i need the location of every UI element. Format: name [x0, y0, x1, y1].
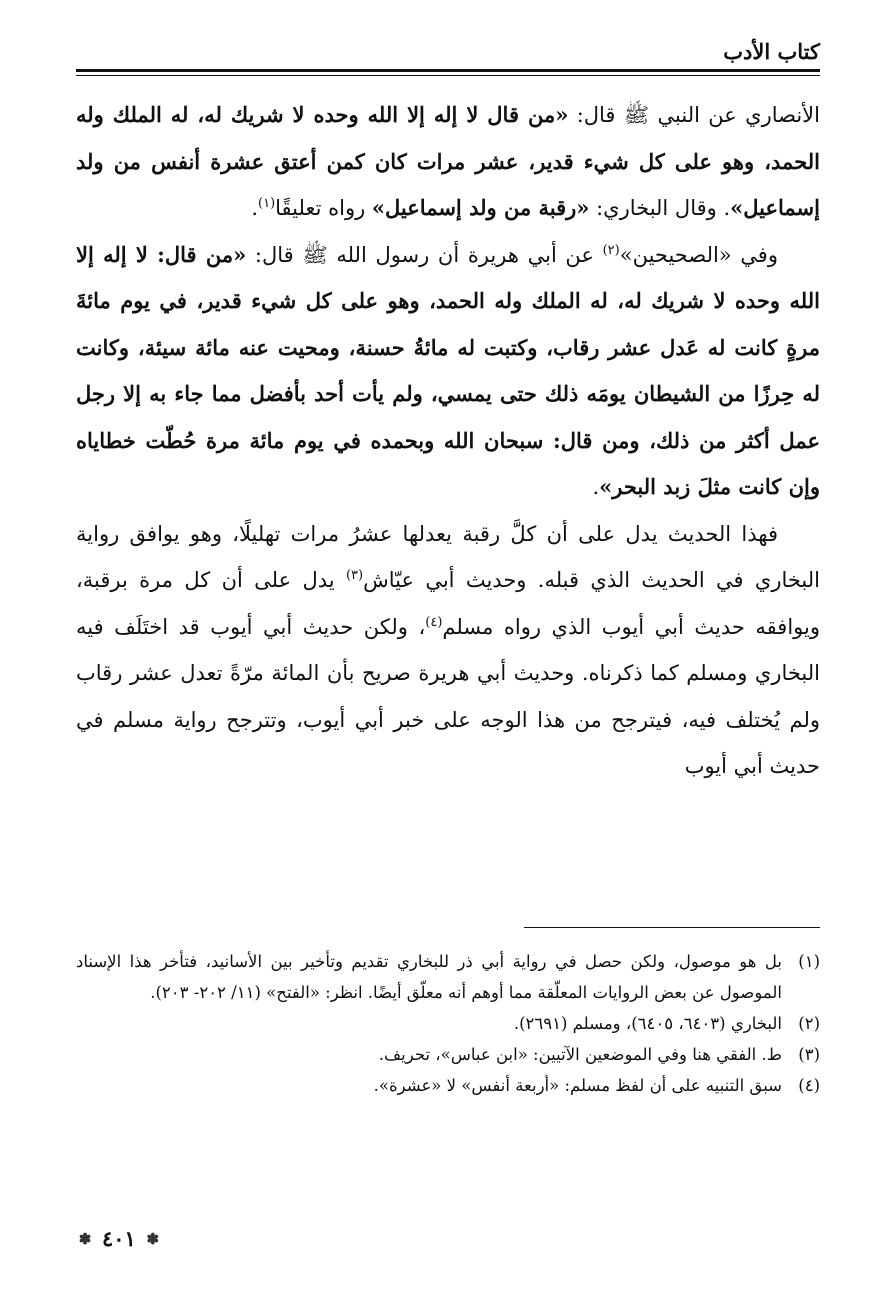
p1-text-4: .: [251, 196, 258, 220]
main-text: [76, 92, 820, 790]
p2-text-2: عن أبي هريرة أن رسول الله ﷺ قال:: [246, 242, 603, 267]
footnote-number: (٢): [798, 1014, 820, 1033]
footnote-text: البخاري (٦٤٠٣، ٦٤٠٥)، ومسلم (٢٦٩١).: [513, 1014, 782, 1033]
p1-text-3: رواه تعليقًا: [275, 196, 372, 220]
footnote-ref-2[interactable]: (٢): [602, 242, 620, 258]
header-rule-thick: [76, 69, 820, 72]
p3-text-1: فهذا الحديث يدل على أن كلَّ رقبة يعدلها عشرُ مرات تهليلًا، وهو يوافق رواية البخاري في الحديث الذي قبله. وحديث أبي عيّاش: [76, 521, 820, 592]
p3-text-2: يدل على أن كل مرة برقبة، ويوافقه حديث أبي أيوب الذي رواه مسلم: [76, 568, 820, 639]
p3-text-3: ، ولكن حديث أبي أيوب قد اختَلَف فيه البخاري ومسلم كما ذكرناه. وحديث أبي هريرة صريح بأن المائة مرّةً تعدل عشر رقاب ولم يُختلف فيه، فيترجح من هذا الوجه على خبر أبي أيوب، وتترجح رواية مسلم في حديث أبي أيوب: [76, 614, 820, 778]
footnote-number: (١): [798, 952, 820, 971]
header-rule-thin: [76, 75, 820, 76]
footnote-text: سبق التنبيه على أن لفظ مسلم: «أربعة أنفس» لا «عشرة».: [373, 1076, 782, 1095]
paragraph-2: [76, 232, 820, 511]
footnote-3: [76, 1039, 820, 1070]
footnote-text: ط. الفقي هنا وفي الموضعين الآتيين: «ابن عباس»، تحريف.: [378, 1045, 782, 1064]
footnotes: [76, 946, 820, 1101]
footnote-separator: [524, 927, 820, 928]
footnote-2: [76, 1008, 820, 1039]
ornament-right-icon: ✽: [146, 1229, 160, 1248]
p1-text-2: . وقال البخاري:: [589, 196, 731, 220]
page-folio: [76, 1226, 162, 1251]
footnote-ref-3[interactable]: (٣): [345, 568, 364, 583]
p1-hadith-quote: «من قال لا إله إلا الله وحده لا شريك له، له الملك وله الحمد، وهو على كل شيء قدير، عشر مرات كان كمن أعتق عشرة أنفس من ولد إسماعيل»: [76, 102, 820, 220]
page-number: ٤٠١: [102, 1226, 136, 1251]
ornament-left-icon: ✽: [78, 1229, 92, 1248]
footnote-text: بل هو موصول، ولكن حصل في رواية أبي ذر للبخاري تقديم وتأخير بين الأسانيد، فتأخر هذا الإسناد الموصول عن بعض الروايات المعلّقة مما أوهم أنه معلّق أيضًا. انظر: «الفتح» (١١/ ٢٠٢- ٢٠٣).: [76, 952, 782, 1002]
p1-bukhari-quote: «رقبة من ولد إسماعيل»: [371, 195, 590, 220]
footnote-4: [76, 1070, 820, 1101]
paragraph-3: [76, 511, 820, 790]
paragraph-1: [76, 92, 820, 232]
footnote-number: (٤): [798, 1076, 820, 1095]
footnote-number: (٣): [798, 1045, 820, 1064]
footnote-1: [76, 946, 820, 1008]
p1-text-1: الأنصاري عن النبي ﷺ قال:: [568, 103, 820, 127]
p2-hadith-quote: «من قال: لا إله إلا الله وحده لا شريك له، له الملك وله الحمد، وهو على كل شيء قدير، في يوم مائةَ مرةٍ كانت له عَدل عشر رقاب، وكتبت له مائةُ حسنة، ومحيت عنه مائة سيئة، وكانت له حِرزًا من الشيطان يومَه ذلك حتى يمسي، ولم يأت أحد بأفضل مما جاء به إلا رجل عمل أكثر من ذلك، ومن قال: سبحان الله وبحمده في يوم مائة مرة حُطّت خطاياه وإن كانت مثلَ زبد البحر»: [76, 241, 820, 499]
footnote-ref-1[interactable]: (١): [258, 196, 276, 211]
running-head-title: كتاب الأدب: [723, 39, 820, 64]
footnote-ref-4[interactable]: (٤): [425, 614, 443, 630]
p2-text-3: .: [592, 475, 600, 499]
p2-text-1: وفي «الصحيحين»: [619, 242, 778, 267]
